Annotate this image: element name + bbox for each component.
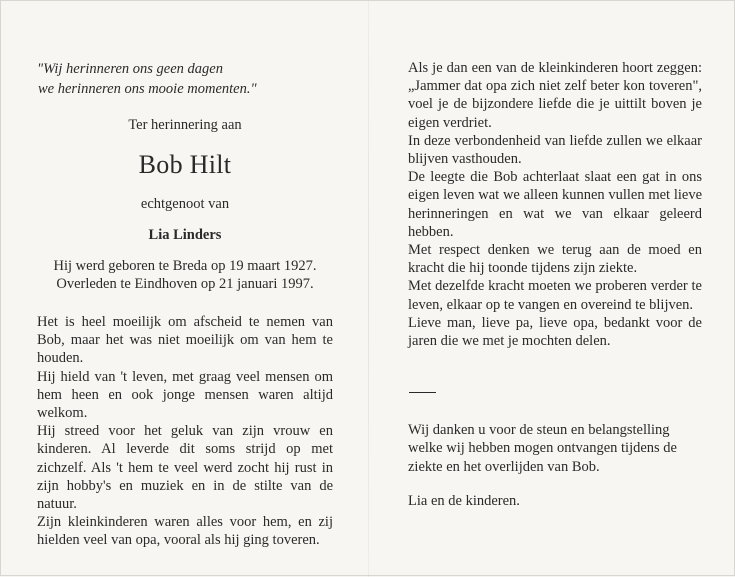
paragraph: Zijn kleinkinderen waren alles voor hem, en zij hielden veel van opa, vooral als hij ging toveren.: [37, 514, 333, 549]
paragraph: Met respect denken we terug aan de moed en kracht die hij toonde tijdens zijn ziekte.: [408, 242, 702, 277]
paragraph: Hij hield van 't leven, met graag veel mensen om hem heen en ook jonge mensen waren altijd welkom.: [37, 368, 333, 422]
birth-line: Hij werd geboren te Breda op 19 maart 1927.: [53, 258, 317, 274]
paragraph: Als je dan een van de kleinkinderen hoort zeggen: „Jammer dat opa zich niet zelf beter kon toveren", voel je de bijzondere liefde die je uittilt boven je eigen verdriet.: [408, 60, 702, 131]
spouse-label: echtgenoot van: [140, 196, 230, 212]
memorial-quote: [37, 59, 333, 99]
paragraph: Het is heel moeilijk om afscheid te nemen van Bob, maar het was niet moeilijk om van hem te houden.: [37, 314, 333, 367]
thanks-text: Wij danken u voor de steun en belangstelling welke wij hebben mogen ontvangen tijdens de ziekte en het overlijden van Bob.: [408, 422, 677, 475]
paragraph: De leegte die Bob achterlaat slaat een gat in ons eigen leven wat we alleen kunnen vullen met lieve herinneringen en wat we van elkaar geleerd hebben.: [408, 169, 702, 240]
death-line: Overleden te Eindhoven op 21 januari 1997.: [56, 276, 314, 292]
quote-line-1: "Wij herinneren ons geen dagen: [37, 61, 223, 77]
life-dates: [37, 257, 333, 293]
left-body: [37, 313, 333, 550]
paragraph: Hij streed voor het geluk van zijn vrouw en kinderen. Al leverde dit soms strijd op met zichzelf. Als 't hem te veel werd zocht hij rust in zijn hobby's en muziek en in de stilte van de natuur.: [37, 423, 333, 513]
right-body: [408, 59, 702, 350]
right-panel: [408, 59, 702, 510]
divider-dash: [409, 392, 436, 393]
quote-line-2: we herinneren ons mooie momenten.": [38, 81, 257, 97]
deceased-name: Bob Hilt: [138, 150, 232, 179]
paragraph: In deze verbondenheid van liefde zullen we elkaar blijven vasthouden.: [408, 132, 702, 168]
intro-text: Ter herinnering aan: [128, 117, 242, 133]
signoff-text: Lia en de kinderen.: [408, 492, 520, 509]
left-panel: [37, 59, 333, 550]
spouse-name: Lia Linders: [148, 227, 222, 243]
card-fold: [368, 1, 369, 577]
paragraph: Met dezelfde kracht moeten we proberen verder te leven, elkaar op te vangen en overeind te blijven.: [408, 278, 702, 313]
paragraph: Lieve man, lieve pa, lieve opa, bedankt voor de jaren die we met je mochten delen.: [408, 314, 702, 350]
